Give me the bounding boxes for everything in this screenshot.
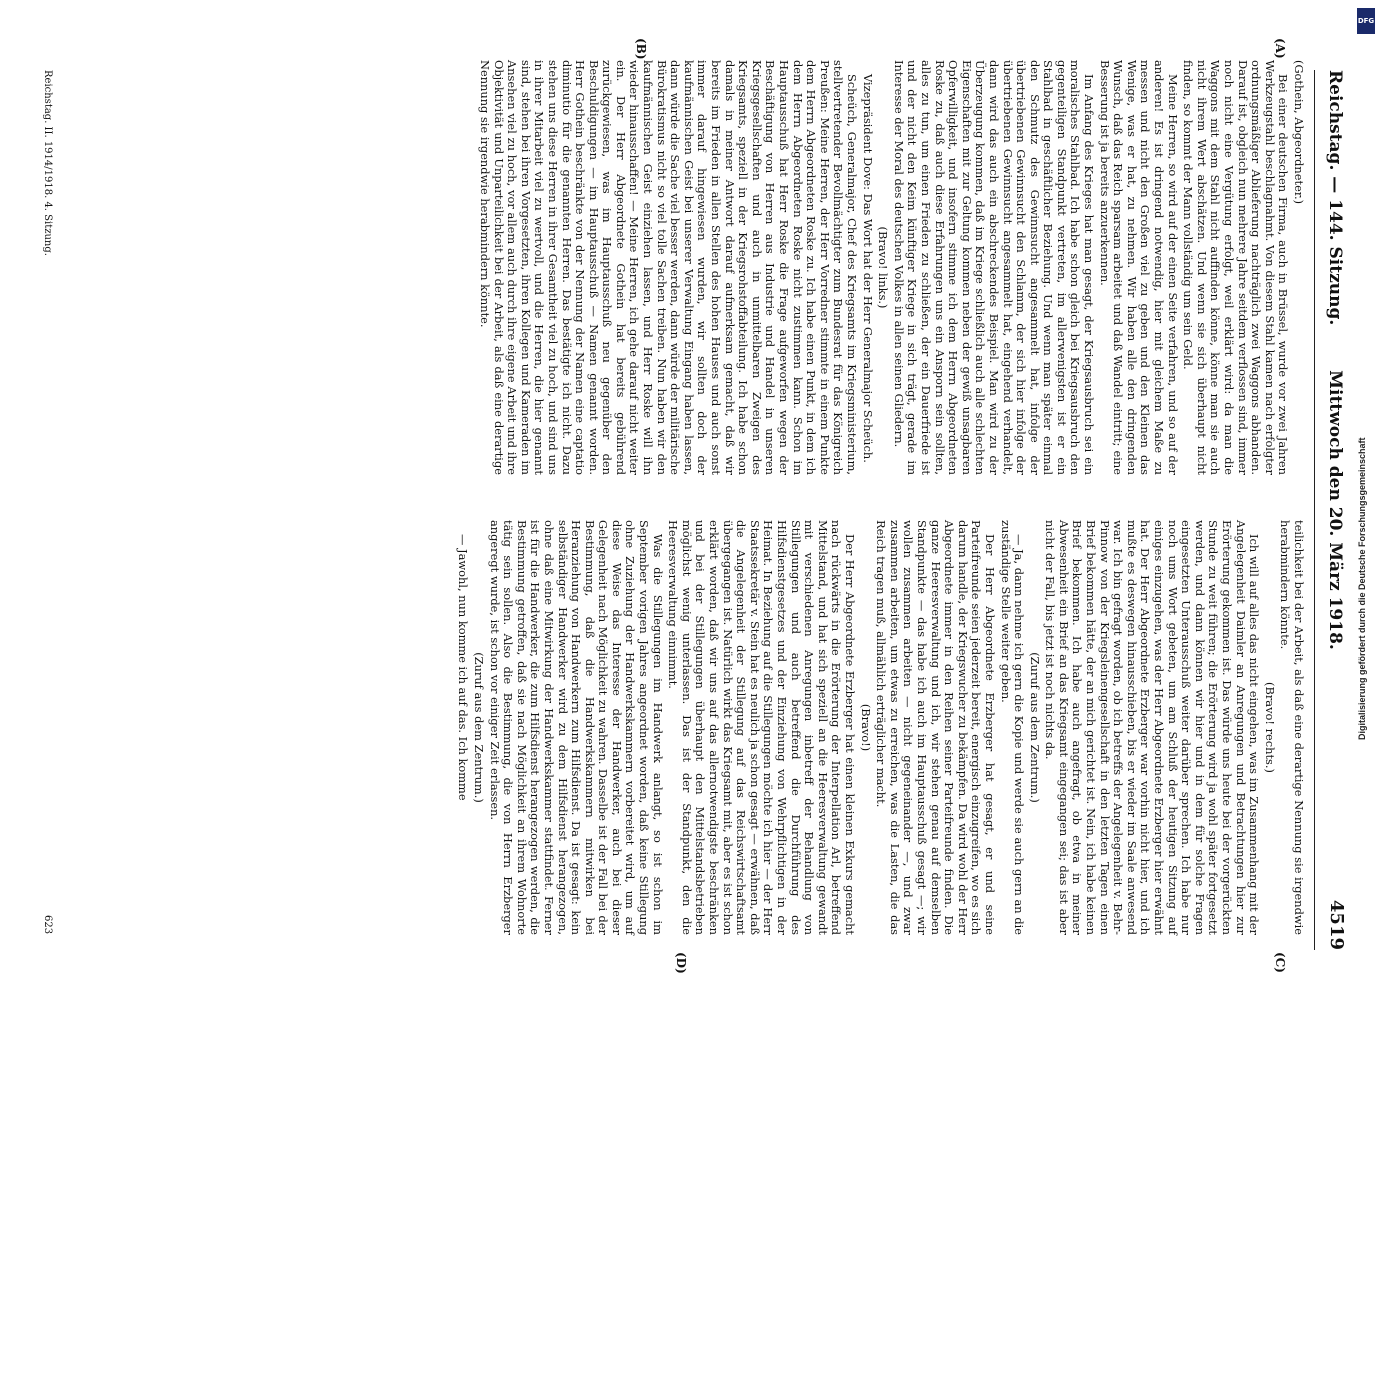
margin-marker-c: (C) [1273,952,1287,973]
applause-note: (Bravo!) [858,703,873,752]
signature-mark: 623 [42,915,53,935]
paragraph: Bei einer deutschen Firma, auch in Brüssel, wurde vor zwei Jahren Werkzeugstahl beschlagnahmt. Von diesem Stahl kamen nach erfolgter ordnungsmäßiger Ablieferung nachträglich zwei Waggons abhanden. Darauf ist, obgleich nun mehrere Jahre seitdem verflossen sind, immer noch nicht eine Vergütung erfolgt, weil erklärt wird: da man die Waggons mit dem Stahl nicht auffinden könne, könne man sie auch nicht ihrem Wert abschätzen. Und wenn sie sich überhaupt nicht finden, so kommt der Mann vollständig um sein Geld. [1181,60,1291,475]
president-line: Vizepräsident Dove: Das Wort hat der Herr Generalmajor Scheüch. [860,74,875,463]
margin-marker-b: (B) [634,38,648,60]
page-number: 4519 [1326,899,1347,950]
margin-marker-a: (A) [1273,38,1287,59]
interjection-note: (Zuruf aus dem Zentrum.) [1027,652,1042,803]
applause-note: (Bravo! rechts.) [1262,682,1277,773]
applause-note: (Bravo! links.) [876,226,891,309]
credit-sidebar [1353,0,1383,1383]
paragraph: Der Herr Abgeordnete Erzberger hat gesagt, er und seine Parteifreunde seien jederzeit bereit, energisch einzugreifen, wo es sich darum handle, der Kriegswucher zu bekämpfen. Da wird wohl der Herr Abgeordnete immer in den Reihen seiner Parteifreunde finden. Die ganze Heeresverwaltung und ich, wir stehen genau auf demselben Standpunkte — das habe ich auch im Hauptausschuß gesagt —; wir wollen zusammen arbeiten — nicht gegeneinander —, und zwar zusammen arbeiten, um etwas zu erreichen, was die Lasten, die das Reich tragen muß, allmählich erträglicher macht. [874,520,997,935]
paragraph: — Jawohl, nun komme ich auf das. Ich komme [456,534,471,801]
paragraph: Ich will auf alles das nicht eingehen, was im Zusammenhang mit der Angelegenheit Daimler an Anregungen und Betrachtungen hier zur Erörterung gekommen ist. Das würde uns heute bei der vorgerückten Stunde zu weit führen; die Erörterung wird ja wohl später fortgesetzt werden, und dann können wir hier und in dem für solche Fragen eingesetzten Unterausschuß weiter darüber sprechen. Ich habe nur noch ums Wort gebeten, um am Schluß der heutigen Sitzung auf einiges einzugehen, was der Herr Abgeordnete Erzberger hier erwähnt hat. Der Herr Abgeordnete Erzberger war vorhin nicht hier, und ich mußte es deswegen hinausschieben, bis er wieder im Saale anwesend war. Ich bin gefragt worden, ob ich betreffs der Angelegenheit v. Behr-Pinnow von der Kriegsleinengesellschaft in den letzten Tagen einen Brief bekommen hätte, der an mich gerichtet ist. Nein, ich habe keinen Brief bekommen. Ich habe auch angefragt, ob etwa in meiner Abwesenheit ein Brief an das Kriegsamt eingegangen sei; das ist aber nicht der Fall, bis jetzt ist noch nichts da. [1043,520,1262,935]
speaker-line: (Gothein, Abgeordneter.) [1292,60,1306,205]
interjection-note: (Zuruf aus dem Zentrum.) [471,652,486,803]
footnote: Reichstag. II. 1914/1918. 4. Sitzung. [42,70,53,256]
paragraph: Im Anfang des Krieges hat man gesagt, der Kriegsausbruch sei ein moralisches Stahlbad. Ich habe schon gleich bei Kriegsausbruch den gegenteiligen Standpunkt vertreten, im allerwenigsten ist er ein Stahlbad in geschäftlicher Beziehung. Und wenn man später einmal den Schmutz des Gewinnsucht angesammelt hat, infolge der übertriebenen Gewinnsucht den Schlamm, der sich hier infolge der übertriebenen Gewinnsucht angesammelt hat, eingehend verhandelt, dann wird das auch ein abschreckendes Beispiel. Man wird zu der Überzeugung kommen, daß im Kriege schließlich auch alle schlechten Eigenschaften mit zur Geltung kommen neben der gewiß unsagbaren Opferwilligkeit, und insofern stimme ich dem Herrn Abgeordneten Roske zu, daß auch diese Erfahrungen uns ein Ansporn sein sollten, alles zu tun, um einen Frieden zu schließen, der ein Dauerfriede ist und der nicht den Keim künftiger Kriege in sich trägt, gerade im Interesse der Moral des deutschen Volkes in allen seinen Gliedern. [891,60,1097,475]
margin-marker-d: (D) [674,952,688,974]
paragraph: Meine Herren, so wird auf der einen Seite verfahren, und so auf der anderen! Es ist dringend notwendig, hier mit gleichem Maße zu messen und nicht den Großen viel zu geben und den Kleinen das Wenige, was er hat, zu nehmen. Wir haben alle den dringenden Wunsch, daß das Reich sparsam arbeitet und daß Wandel eintritt; eine Besserung ist ja bereits anzuerkennen. [1097,60,1180,475]
running-header [1313,70,1353,950]
paragraph: Was die Stillegungen im Handwerk anlangt, so ist schon im September vorigen Jahres angeordnet worden, daß keine Stillegung ohne Zuziehung der Handwerkskammern vorbereitet wird, um auf diese Weise das Interesse der Handwerker, auch bei dieser Gelegenheit nach Möglichkeit zu wahren. Dasselbe ist der Fall bei der Bestimmung, daß die Handwerkskammern mitwirken bei Heranziehung von Handwerkern zum Hilfsdienst. Da ist gesagt: kein selbständiger Handwerker wird zu dem Hilfsdienst herangezogen, ohne daß eine Mitwirkung der Handwerkskammer stattfindet. Ferner ist für die Handwerker, die zum Hilfsdienst herangezogen werden, die Bestimmung getroffen, daß sie nach Möglichkeit an ihrem Wohnorte tätig sein sollen. Also die Bestimmung, die von Herrn Erzberger angeregt wurde, ist schon vor einiger Zeit erlassen. [487,520,665,935]
digitization-credit: Digitalisierung gefördert durch die Deutsche Forschungsgemeinschaft [1357,437,1367,740]
continuation-text: teilichkeit bei der Arbeit, als daß eine derartige Nennung sie irgendwie herabmindern könnte. [1278,520,1306,935]
header-rule [1314,70,1315,950]
paragraph: Scheüch, Generalmajor, Chef des Kriegsamts im Kriegsministerium, stellvertretender Bevollmächtigter zum Bundesrat für das Königreich Preußen: Meine Herren, der Herr Vorredner stimmte in einem Punkte dem Herrn Abgeordneten Roske zu. Ich habe einen Punkt, in dem ich dem Herrn Abgeordneten Roske nicht zustimmen kann. Schon im Hauptausschuß hat Herr Roske die Frage aufgeworfen wegen der Beschäftigung von Herren aus Industrie und Handel in unseren Kriegsgesellschaften und auch in unmittelbaren Zweigen des Kriegsamts, speziell in der Kriegsrohstoffabteilung. Ich habe schon damals in meiner Antwort darauf aufmerksam gemacht, daß wir bereits im Frieden in allen Stellen des hohen Hauses und auch sonst immer darauf hingewiesen wurden, wir sollten doch der kaufmännischen Geist bei unserer Verwaltung Eingang haben lassen, dann würde die Sache viel besser werden, dann würde der militärische Bürokratismus nicht so viel tolle Sachen treiben. Nun haben wir den kaufmännischen Geist einziehen lassen, und Herr Roske will ihn wieder hinausschaffen! — Meine Herren, ich gehe darauf nicht weiter ein. Der Herr Abgeordnete Gothein hat bereits gebührend zurückgewiesen, was im Hauptausschuß neu gegenüber den Beschuldigungen — im Hauptausschuß — Namen genannt worden. Herr Gothein beschränkte von der Nennung der Namen eine captatio diminutio für die genannten Herren. Das bestätigte ich nicht. Dazu stehen uns diese Herren in ihrer Gesamtheit viel zu hoch, und sind uns in ihrer Mitarbeit viel zu wertvoll, und die Herren, die hier genannt sind, stehen bei ihren Vorgesetzten, ihren Kollegen und Kameraden im Ansehen viel zu hoch, vor allem auch durch ihre eigene Arbeit und ihre Objektivität und Unparteilichkeit bei der Arbeit, als daß eine derartige Nennung sie irgendwie herabmindern könnte. [477,60,859,475]
header-left: Reichstag. — 144. Sitzung. [1325,70,1345,326]
dfg-logo: DFG [1357,8,1375,34]
header-date: Mittwoch den 20. März 1918. [1325,370,1345,650]
paragraph: Der Herr Abgeordnete Erzberger hat einen kleinen Exkurs gemacht nach rückwärts in die Erörterung der Interpellation Arl, betreffend Mittelstand, und hat sich speziell an die Heeresverwaltung gewandt mit verschiedenen Anregungen inbetreff der Behandlung von Stillegungen und auch betreffend die Durchführung des Hilfsdienstgesetzes und der Einziehung von Wehrpflichtigen in der Heimat. In Beziehung auf die Stillegungen möchte ich hier — der Herr Staatssekretär v. Stein hat es neulich ja schon gesagt — erwähnen, daß die Angelegenheit der Stillegung auf das Reichswirtschaftsamt übergegangen ist. Natürlich wirkt das Kriegsamt mit, aber es ist schon erklärt worden, daß wir uns auf das allernotwendigste beschränken und bei der Stillegungen überhaupt den Mittelstandsbetrieben möglichst wenig unterlassen. Das ist der Standpunkt, den die Heeresverwaltung einnimmt. [666,520,857,935]
paragraph: — Ja, dann nehme ich gern die Kopie und werde sie auch gern an die zuständige Stelle weiter geben. [998,520,1027,935]
left-column [475,60,1305,475]
right-column [454,520,1305,935]
